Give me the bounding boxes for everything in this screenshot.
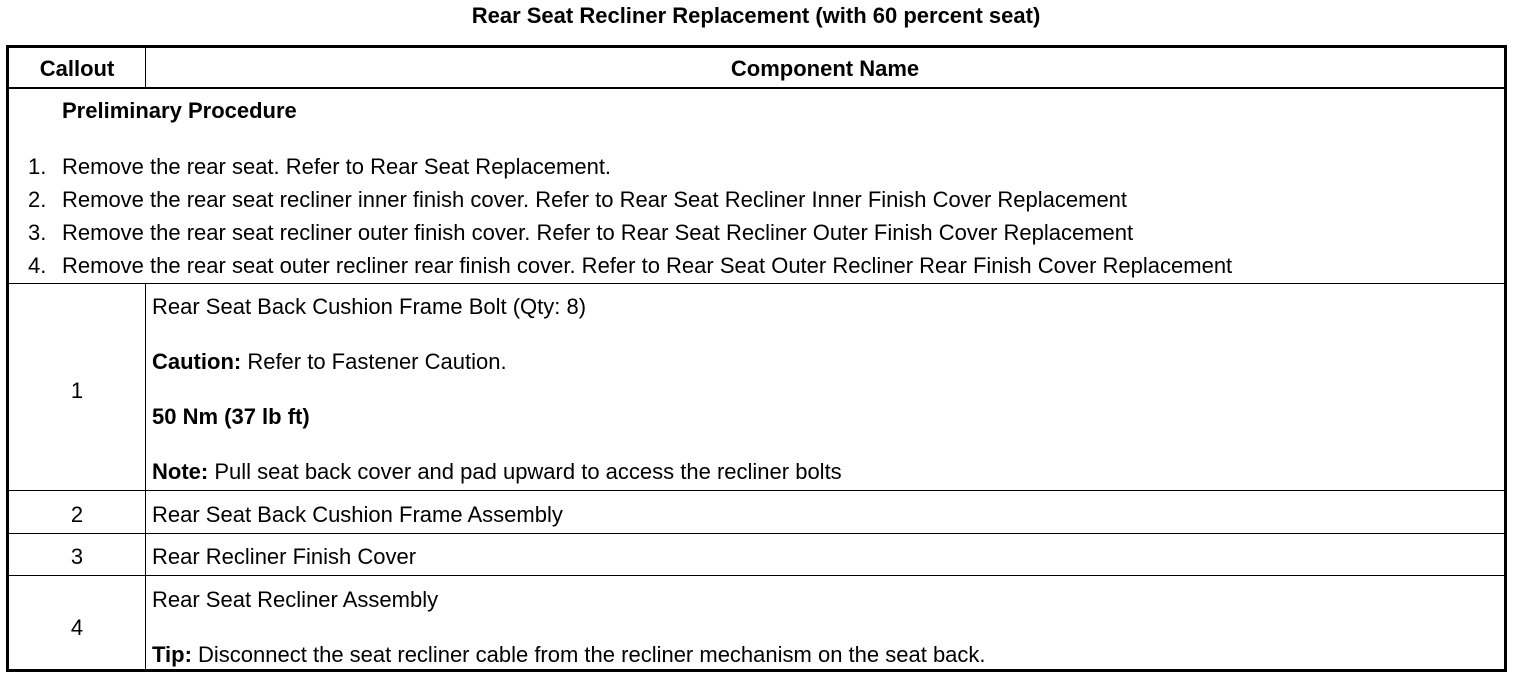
row-2-callout: 2 [70, 502, 84, 527]
step-text: Remove the rear seat outer recliner rear finish cover. Refer to Rear Seat Outer Recliner Rear Finish Cover Replacement [62, 253, 1233, 278]
header-divider [9, 87, 1504, 89]
row-4-tip [152, 643, 986, 667]
row-1-caution [152, 350, 507, 374]
step-text: Remove the rear seat. Refer to Rear Seat Replacement. [62, 154, 612, 179]
row-divider [9, 533, 1504, 534]
row-1-name: Rear Seat Back Cushion Frame Bolt (Qty: 8) [152, 294, 587, 319]
step-number: 1. [28, 154, 47, 179]
step-text: Remove the rear seat recliner outer finish cover. Refer to Rear Seat Recliner Outer Finish Cover Replacement [62, 220, 1134, 245]
step-number: 3. [28, 220, 47, 245]
header-component-name: Component Name [730, 56, 920, 81]
row-divider [9, 575, 1504, 576]
row-3-callout: 3 [70, 544, 84, 569]
row-4-callout: 4 [70, 615, 84, 640]
row-3-name: Rear Recliner Finish Cover [152, 544, 417, 569]
row-1-torque: 50 Nm (37 lb ft) [152, 404, 310, 429]
step-number: 2. [28, 187, 47, 212]
row-divider [9, 490, 1504, 491]
caution-text: Refer to Fastener Caution. [241, 349, 507, 374]
procedure-table [6, 45, 1507, 672]
document-title: Rear Seat Recliner Replacement (with 60 percent seat) [471, 3, 1041, 28]
preliminary-heading: Preliminary Procedure [62, 98, 297, 123]
step-number: 4. [28, 253, 47, 278]
header-column-divider [145, 48, 146, 87]
row-4-name: Rear Seat Recliner Assembly [152, 587, 439, 612]
row-1-note [152, 460, 842, 484]
note-label: Note: [152, 459, 209, 484]
tip-label: Tip: [152, 642, 192, 667]
row-1-callout: 1 [70, 378, 84, 403]
row-divider [9, 283, 1504, 284]
caution-label: Caution: [152, 349, 242, 374]
row-2-name: Rear Seat Back Cushion Frame Assembly [152, 502, 563, 527]
header-callout: Callout [39, 56, 115, 81]
data-column-divider [145, 284, 146, 669]
tip-text: Disconnect the seat recliner cable from the recliner mechanism on the seat back. [191, 642, 986, 667]
note-text: Pull seat back cover and pad upward to access the recliner bolts [208, 459, 842, 484]
step-text: Remove the rear seat recliner inner finish cover. Refer to Rear Seat Recliner Inner Finish Cover Replacement [62, 187, 1128, 212]
